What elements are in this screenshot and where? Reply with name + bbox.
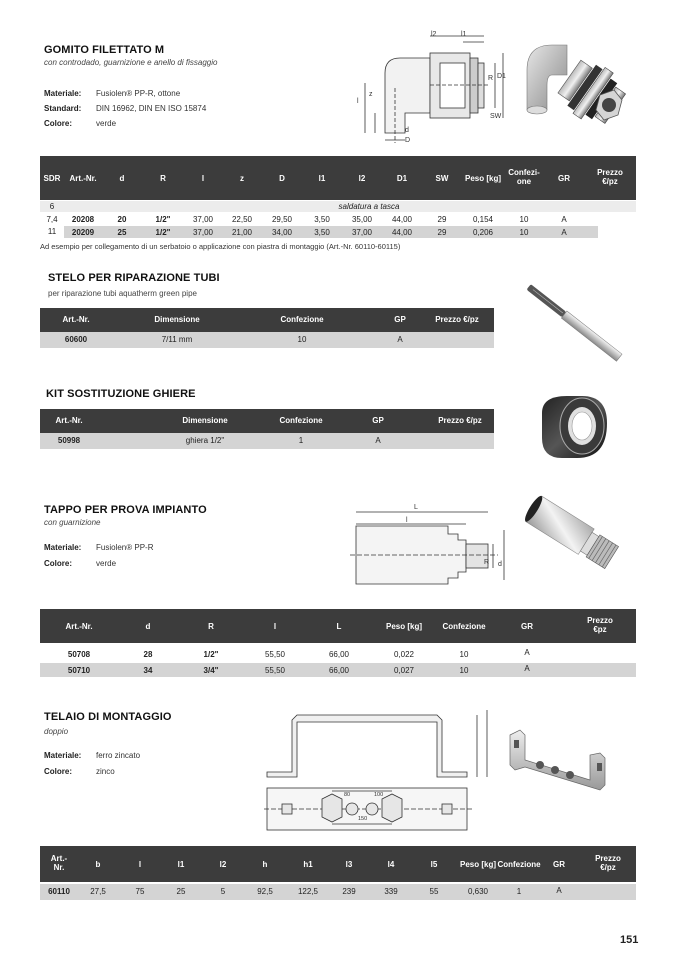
cell: 44,00 <box>391 215 413 224</box>
stelo-photo <box>520 280 630 370</box>
table-row <box>40 332 494 348</box>
colore-label: Colore: <box>44 559 72 568</box>
th-gr: GR <box>553 860 565 869</box>
th-prezzo: Prezzo €/pz <box>438 416 482 425</box>
dim-l: l <box>357 98 359 105</box>
cell: 10 <box>519 215 529 224</box>
cell: 20 <box>117 215 127 224</box>
cell: 55 <box>429 887 439 896</box>
cell: 66,00 <box>328 650 350 659</box>
th-peso: Peso [kg] <box>459 860 496 869</box>
materiale-label: Materiale: <box>44 543 82 552</box>
th-confezione: Confezione <box>442 622 486 631</box>
cell: 29 <box>437 228 447 237</box>
sdr-11: 11 <box>47 227 57 236</box>
th-peso: Peso [kg] <box>464 174 501 183</box>
th-dimensione: Dimensione <box>154 315 200 324</box>
cell: 75 <box>135 887 145 896</box>
cell: 20208 <box>71 215 95 224</box>
th-b: b <box>95 860 101 869</box>
table-row <box>40 433 494 449</box>
cell: 44,00 <box>391 228 413 237</box>
telaio-title: TELAIO DI MONTAGGIO <box>44 711 172 723</box>
th-l1: l1 <box>177 860 185 869</box>
dim-d: d <box>405 127 409 134</box>
dim-d: d <box>498 561 502 568</box>
th-gr: GR <box>558 174 570 183</box>
cell: 0,022 <box>393 650 415 659</box>
materiale-value: ferro zincato <box>96 751 141 760</box>
table-row <box>40 226 636 238</box>
th-l: l <box>201 174 205 183</box>
cell: 37,00 <box>192 215 214 224</box>
th-sdr: SDR <box>43 174 61 183</box>
th-art: Art.-Nr. <box>65 622 93 631</box>
cell: 29,50 <box>271 215 293 224</box>
th-z: z <box>240 174 244 183</box>
th-art: Art.-Nr. <box>55 416 83 425</box>
cell: ghiera 1/2" <box>185 436 225 445</box>
cell: 1/2" <box>155 215 171 224</box>
telaio-drawing <box>262 700 497 838</box>
materiale-label: Materiale: <box>44 89 82 98</box>
dim-l2: l2 <box>431 31 437 38</box>
cell: 55,50 <box>264 650 286 659</box>
th-peso: Peso [kg] <box>385 622 422 631</box>
cell: 7/11 mm <box>161 335 193 344</box>
cell: 10 <box>459 650 469 659</box>
standard-value: DIN 16962, DIN EN ISO 15874 <box>96 104 207 113</box>
tappo-title: TAPPO PER PROVA IMPIANTO <box>44 504 207 516</box>
cell: 92,5 <box>257 887 273 896</box>
cell: A <box>397 335 403 344</box>
tappo-photo <box>520 492 630 582</box>
th-d: d <box>145 622 151 631</box>
th-h: h <box>262 860 268 869</box>
table-row <box>40 213 636 225</box>
th-D: D <box>279 174 285 183</box>
stelo-title: STELO PER RIPARAZIONE TUBI <box>48 272 220 284</box>
table-row <box>40 647 636 661</box>
th-confezione: Confezione <box>497 860 541 869</box>
tappo-table-header <box>40 609 636 643</box>
gomito-note: Ad esempio per collegamento di un serbatoio o applicazione con piastra di montaggio (Art.-Nr. 60110-60115) <box>40 242 401 251</box>
cell: A <box>524 648 530 657</box>
th-SW: SW <box>435 174 449 183</box>
cell: 1/2" <box>203 650 219 659</box>
th-l4: l4 <box>387 860 395 869</box>
colore-label: Colore: <box>44 119 72 128</box>
dim-D1: D1 <box>497 73 506 80</box>
subhead-row <box>40 201 636 212</box>
cell: 22,50 <box>231 215 253 224</box>
cell: 10 <box>519 228 529 237</box>
dim-SW: SW <box>490 113 502 120</box>
cell: 37,00 <box>351 228 373 237</box>
cell: A <box>556 886 562 895</box>
th-L: L <box>336 622 342 631</box>
materiale-value: Fusiolen® PP-R <box>96 543 154 552</box>
cell: 239 <box>342 887 356 896</box>
cell: 3,50 <box>314 228 330 237</box>
th-confezione: Confezione <box>279 416 323 425</box>
cell: 55,50 <box>264 666 286 675</box>
kit-table-header <box>40 409 494 433</box>
cell: 122,5 <box>297 887 319 896</box>
cell: 20209 <box>71 228 95 237</box>
tappo-drawing <box>348 500 518 590</box>
dim-100: 100 <box>374 792 384 798</box>
cell: 29 <box>437 215 447 224</box>
th-R: R <box>160 174 166 183</box>
colore-value: zinco <box>96 767 115 776</box>
th-l: l <box>273 622 277 631</box>
cell: A <box>561 215 567 224</box>
cell: 0,630 <box>467 887 489 896</box>
dim-z: z <box>369 91 373 98</box>
th-h1: h1 <box>303 860 313 869</box>
th-R: R <box>208 622 214 631</box>
materiale-label: Materiale: <box>44 751 82 760</box>
cell: 0,027 <box>393 666 415 675</box>
dim-R: R <box>488 75 494 82</box>
cell: 60110 <box>48 887 70 896</box>
standard-label: Standard: <box>44 104 82 113</box>
colore-value: verde <box>96 559 117 568</box>
th-prezzo: Prezzo €/pz <box>595 854 621 873</box>
sdr-7-4: 7,4 <box>46 215 58 224</box>
cell: 1/2" <box>155 228 171 237</box>
cell: 21,00 <box>231 228 253 237</box>
th-l2: l2 <box>219 860 227 869</box>
gomito-drawing <box>345 28 510 148</box>
th-confezione: Confezione <box>280 315 324 324</box>
cell: 25 <box>176 887 186 896</box>
gomito-subtitle: con controdado, guarnizione e anello di fissaggio <box>44 58 218 67</box>
materiale-value: Fusiolen® PP-R, ottone <box>96 89 181 98</box>
cell: 50708 <box>67 650 91 659</box>
gomito-table-header <box>40 156 636 200</box>
cell: 3,50 <box>314 215 330 224</box>
table-row <box>40 884 636 900</box>
th-art: Art.-Nr. <box>62 315 90 324</box>
cell: 50998 <box>57 436 81 445</box>
th-gp: GP <box>394 315 406 324</box>
telaio-table-header <box>40 846 636 882</box>
dim-l1: l1 <box>461 31 467 38</box>
telaio-photo <box>505 725 615 795</box>
gomito-photo <box>522 40 632 140</box>
th-l: l <box>138 860 142 869</box>
cell: 3/4" <box>203 666 219 675</box>
cell: 5 <box>220 887 226 896</box>
th-l1: l1 <box>318 174 326 183</box>
cell: A <box>561 228 567 237</box>
colore-value: verde <box>96 119 117 128</box>
cell: 10 <box>459 666 469 675</box>
th-l2: l2 <box>358 174 366 183</box>
cell: 50710 <box>67 666 91 675</box>
th-d: d <box>119 174 125 183</box>
sdr-6: 6 <box>49 202 55 211</box>
th-l5: l5 <box>430 860 438 869</box>
th-prezzo: Prezzo €/pz <box>435 315 479 324</box>
th-confezione: Confezi- one <box>508 168 540 187</box>
th-gr: GR <box>521 622 533 631</box>
cell: A <box>524 664 530 673</box>
th-gp: GP <box>372 416 384 425</box>
cell: A <box>375 436 381 445</box>
cell: 28 <box>143 650 153 659</box>
dim-D: D <box>405 137 411 144</box>
colore-label: Colore: <box>44 767 72 776</box>
th-prezzo: Prezzo €pz <box>587 616 613 635</box>
th-D1: D1 <box>396 174 408 183</box>
cell: 339 <box>384 887 398 896</box>
table-row <box>40 663 636 677</box>
cell: 27,5 <box>90 887 106 896</box>
cell: 60600 <box>64 335 88 344</box>
kit-photo <box>532 388 612 466</box>
th-l3: l3 <box>345 860 353 869</box>
telaio-subtitle: doppio <box>44 727 69 736</box>
cell: 0,154 <box>472 215 494 224</box>
th-art: Art.- Nr. <box>50 854 68 873</box>
cell: 34 <box>143 666 153 675</box>
th-prezzo: Prezzo €/pz <box>597 168 623 187</box>
cell: 25 <box>117 228 127 237</box>
cell: 10 <box>297 335 307 344</box>
cell: 37,00 <box>192 228 214 237</box>
th-dimensione: Dimensione <box>182 416 228 425</box>
kit-title: KIT SOSTITUZIONE GHIERE <box>46 388 196 400</box>
cell: 1 <box>516 887 522 896</box>
cell: 35,00 <box>351 215 373 224</box>
dim-l: l <box>406 517 408 524</box>
page-number: 151 <box>620 934 639 946</box>
dim-L: L <box>414 504 418 511</box>
gomito-title: GOMITO FILETTATO M <box>44 44 165 56</box>
dim-150: 150 <box>358 816 368 822</box>
stelo-table-header <box>40 308 494 332</box>
cell: 0,206 <box>472 228 494 237</box>
dim-80: 80 <box>344 792 351 798</box>
th-art: Art.-Nr. <box>69 174 97 183</box>
cell: 66,00 <box>328 666 350 675</box>
tappo-subtitle: con guarnizione <box>44 518 101 527</box>
cell: 1 <box>298 436 304 445</box>
subhead-label: saldatura a tasca <box>338 202 400 211</box>
cell: 34,00 <box>271 228 293 237</box>
stelo-subtitle: per riparazione tubi aquatherm green pipe <box>48 289 197 298</box>
dim-R: R <box>484 559 490 566</box>
